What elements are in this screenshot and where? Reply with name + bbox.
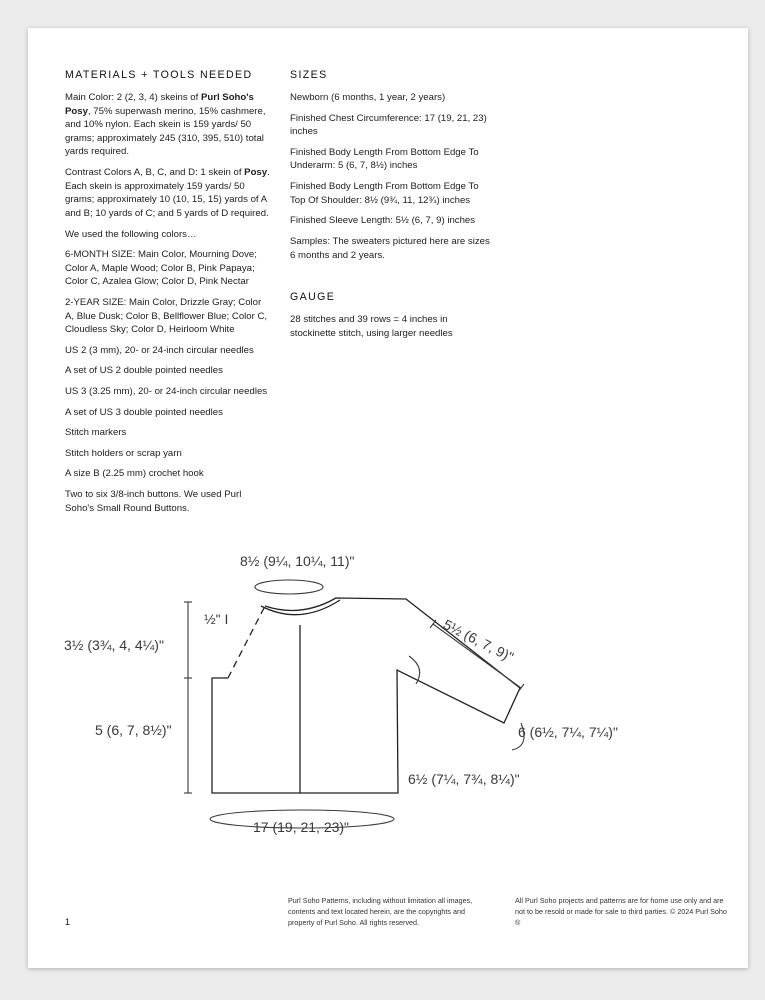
armhole-arc [409,656,420,684]
sizes-heading: SIZES [290,69,328,81]
materials-item: Stitch holders or scrap yarn [65,447,182,459]
main-color-text: Main Color: 2 (2, 3, 4) skeins of Purl Soho's Posy, 75% superwash merino, 15% cashmere, and 10% nylon. Each skein is 159 yards/ 50 grams; approximately 245 (310, 395, 510) total yards required. [65,92,266,158]
cuff-measurement: 6 (6½, 7¼, 7¼)" [518,724,618,740]
usage-note: All Purl Soho projects and patterns are for home use only and are not to be resold or made for sale to third parties. © 2024 Purl Soho ® [515,896,727,927]
sizes-item: Finished Chest Circumference: 17 (19, 21, 23) inches [290,112,487,138]
materials-column [65,68,270,522]
pattern-page [28,28,748,968]
gauge-text: 28 stitches and 39 rows = 4 inches in stockinette stitch, using larger needles [290,314,453,339]
materials-item: A size B (2.25 mm) crochet hook [65,468,204,480]
half-inch-measurement: ½" I [204,611,229,627]
page-number: 1 [65,917,71,927]
neck-measure-ellipse [255,580,323,594]
copyright-note: Purl Soho Patterns, including without limitation all images, contents and text located herein, are the copyrights and property of Purl Soho. All rights reserved. [288,896,473,927]
sleeve-length-measurement: 5½ (6, 7, 9)" [440,616,517,666]
materials-item: 2-YEAR SIZE: Main Color, Drizzle Gray; Color A, Blue Dusk; Color B, Bellflower Blue; Color C, Cloudless Sky; Color D, Heirloom White [65,296,268,336]
body-length-measurement: 5 (6, 7, 8½)" [95,722,172,738]
armhole-measurement: 6½ (7¼, 7¾, 8¼)" [408,771,520,787]
materials-item: We used the following colors… [65,228,197,240]
neck-measurement: 8½ (9¼, 10¼, 11)" [240,553,355,569]
yoke-depth-measurement: 3½ (3¾, 4, 4¼)" [64,637,164,653]
materials-item: Two to six 3/8-inch buttons. We used Purl Soho's Small Round Buttons. [65,489,242,514]
materials-item: Stitch markers [65,427,127,439]
schematic-drawing [28,538,748,848]
sizes-item: Finished Body Length From Bottom Edge To Top Of Shoulder: 8½ (9¾, 11, 12¾) inches [290,181,479,206]
materials-item: 6-MONTH SIZE: Main Color, Mourning Dove; Color A, Maple Wood; Color B, Pink Papaya; Color C, Azalea Glow; Color D, Pink Nectar [65,249,257,288]
materials-item: A set of US 3 double pointed needles [65,406,223,418]
contrast-color-text: Contrast Colors A, B, C, and D: 1 skein of Posy. Each skein is approximately 159 yards/ 50 grams; approximately 10 (10, 15, 15) yards of A and B; 10 yards of C; and 5 yards of D required. [65,167,270,219]
materials-item: US 2 (3 mm), 20- or 24-inch circular needles [65,344,254,356]
sweater-schematic [28,538,748,848]
shoulder-line-dashed [228,606,265,678]
materials-heading: MATERIALS + TOOLS NEEDED [65,69,253,81]
sizes-column [290,68,495,347]
chest-measurement: 17 (19, 21, 23)" [253,819,350,835]
sweater-outline [212,598,520,793]
sizes-item: Samples: The sweaters pictured here are sizes 6 months and 2 years. [290,235,490,261]
gauge-heading: GAUGE [290,291,336,304]
materials-item: US 3 (3.25 mm), 20- or 24-inch circular needles [65,386,268,397]
materials-item: A set of US 2 double pointed needles [65,365,223,377]
sizes-item: Finished Sleeve Length: 5½ (6, 7, 9) inches [290,215,476,227]
sizes-item: Newborn (6 months, 1 year, 2 years) [290,92,446,104]
sizes-item: Finished Body Length From Bottom Edge To Underarm: 5 (6, 7, 8½) inches [290,146,479,172]
